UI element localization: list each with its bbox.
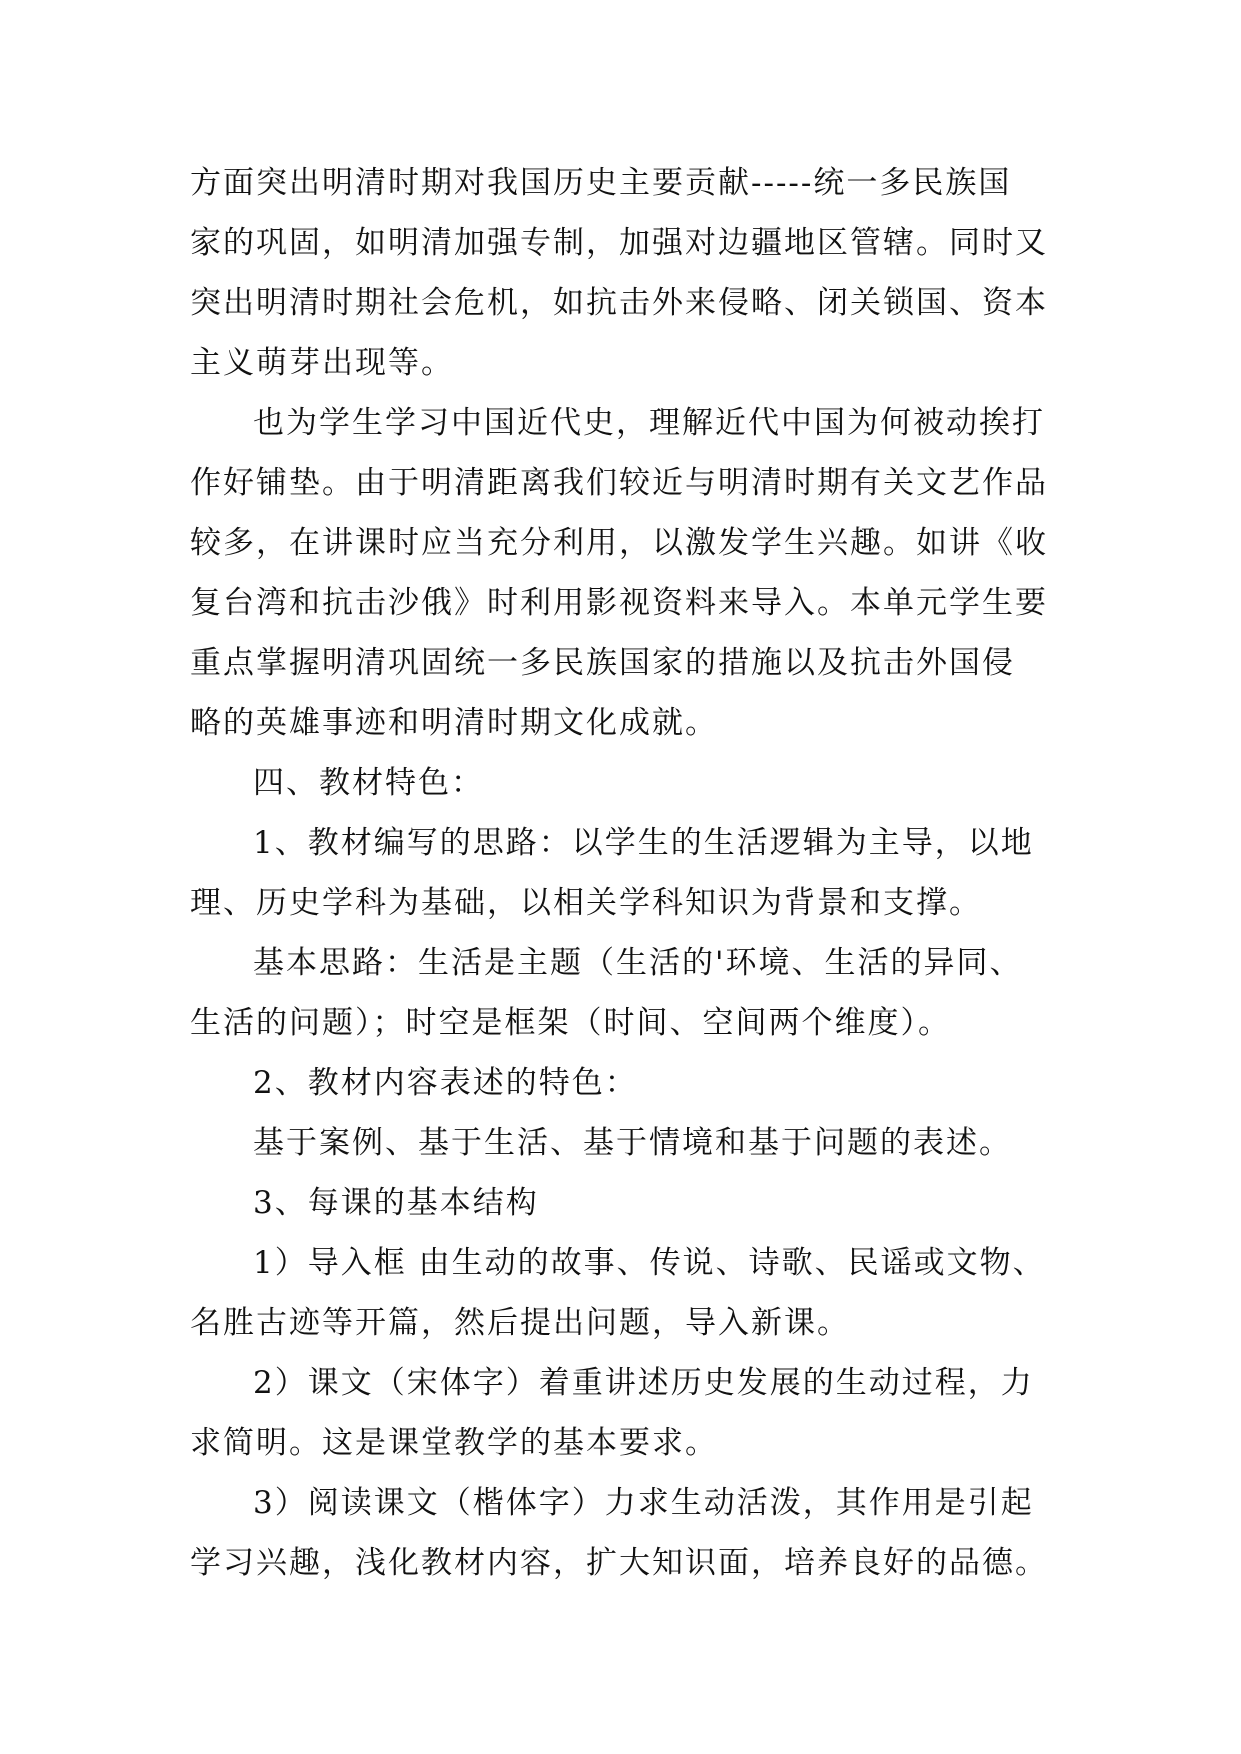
text-line: 1）导入框 由生动的故事、传说、诗歌、民谣或文物、 bbox=[253, 1245, 1046, 1281]
text-line: 基本思路：生活是主题（生活的'环境、生活的异同、 bbox=[253, 945, 1023, 981]
text-line: 2、教材内容表述的特色： bbox=[253, 1065, 638, 1101]
text-line: 主义萌芽出现等。 bbox=[190, 345, 454, 381]
text-line: 突出明清时期社会危机，如抗击外来侵略、闭关锁国、资本 bbox=[190, 285, 1048, 321]
text-line: 复台湾和抗击沙俄》时利用影视资料来导入。本单元学生要 bbox=[190, 585, 1048, 621]
text-line: 学习兴趣，浅化教材内容，扩大知识面，培养良好的品德。 bbox=[190, 1545, 1048, 1581]
text-line: 重点掌握明清巩固统一多民族国家的措施以及抗击外国侵 bbox=[190, 645, 1015, 681]
text-line: 生活的问题）；时空是框架（时间、空间两个维度）。 bbox=[190, 1005, 951, 1041]
text-line: 名胜古迹等开篇，然后提出问题，导入新课。 bbox=[190, 1305, 850, 1341]
text-line: 1、教材编写的思路：以学生的生活逻辑为主导，以地 bbox=[253, 825, 1034, 861]
text-line: 3、每课的基本结构 bbox=[253, 1185, 539, 1221]
text-line: 2）课文（宋体字）着重讲述历史发展的生动过程，力 bbox=[253, 1365, 1034, 1401]
text-line: 求简明。这是课堂教学的基本要求。 bbox=[190, 1425, 718, 1461]
section-heading: 四、教材特色： bbox=[253, 765, 484, 801]
text-line: 略的英雄事迹和明清时期文化成就。 bbox=[190, 705, 718, 741]
text-line: 方面突出明清时期对我国历史主要贡献-----统一多民族国 bbox=[190, 165, 1012, 201]
text-line: 作好铺垫。由于明清距离我们较近与明清时期有关文艺作品 bbox=[190, 465, 1048, 501]
text-line: 理、历史学科为基础，以相关学科知识为背景和支撑。 bbox=[190, 885, 982, 921]
text-line: 家的巩固，如明清加强专制，加强对边疆地区管辖。同时又 bbox=[190, 225, 1048, 261]
text-line: 基于案例、基于生活、基于情境和基于问题的表述。 bbox=[253, 1125, 1012, 1161]
text-line: 3）阅读课文（楷体字）力求生动活泼，其作用是引起 bbox=[253, 1485, 1034, 1521]
text-line: 也为学生学习中国近代史，理解近代中国为何被动挨打 bbox=[253, 405, 1045, 441]
text-line: 较多，在讲课时应当充分利用，以激发学生兴趣。如讲《收 bbox=[190, 525, 1048, 561]
